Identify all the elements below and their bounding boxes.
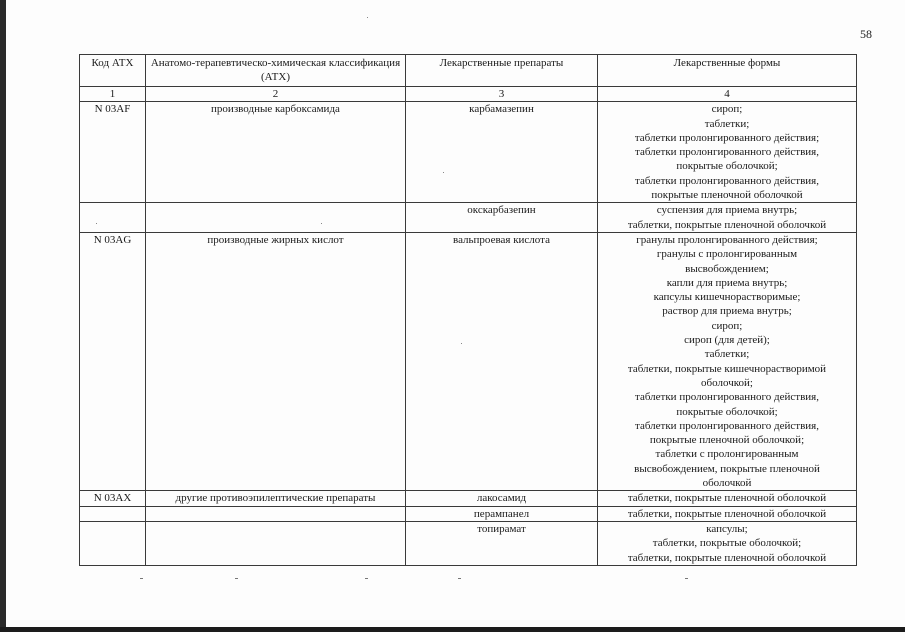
dosage-form-line: таблетки, покрытые пленочной оболочкой [627, 218, 827, 231]
dosage-form-line: суспензия для приема внутрь; [656, 204, 798, 217]
scan-speck [443, 172, 444, 173]
dosage-forms-cell [598, 232, 857, 490]
dosage-form-line: оболочкой [702, 477, 752, 490]
table-row [80, 232, 857, 490]
column-number: 2 [146, 87, 406, 102]
dosage-form-line: таблетки пролонгированного действия, [635, 419, 819, 432]
dosage-form-line: таблетки пролонгированного действия, [635, 146, 819, 159]
dosage-form-line: раствор для приема внутрь; [662, 305, 792, 318]
dosage-form-line: таблетки; [704, 117, 750, 130]
dosage-form-line: таблетки пролонгированного действия, [635, 174, 819, 187]
scan-speck [96, 223, 97, 224]
scan-tick [140, 578, 143, 579]
drug-name-cell: карбамазепин [406, 102, 598, 203]
dosage-form-line: покрытые пленочной оболочкой [651, 189, 803, 202]
dosage-form-line: таблетки, покрытые пленочной оболочкой [627, 551, 827, 564]
table-body [80, 102, 857, 566]
classification-cell [146, 203, 406, 233]
dosage-form-line: гранулы пролонгированного действия; [636, 233, 818, 246]
scan-tick [458, 578, 461, 579]
atx-code-cell [80, 521, 146, 565]
dosage-forms-cell [598, 506, 857, 521]
dosage-form-line: таблетки, покрытые кишечнорастворимой [627, 362, 827, 375]
column-number: 3 [406, 87, 598, 102]
header-forms: Лекарственные формы [598, 55, 857, 87]
column-number: 4 [598, 87, 857, 102]
scan-speck [321, 223, 322, 224]
dosage-form-line: высвобождением; [685, 262, 769, 275]
dosage-form-line: таблетки пролонгированного действия, [635, 391, 819, 404]
atx-code-cell [80, 203, 146, 233]
page-number: 58 [860, 27, 872, 41]
dosage-form-line: таблетки, покрытые оболочкой; [652, 537, 802, 550]
scan-speck [367, 17, 368, 18]
drug-name-cell: топирамат [406, 521, 598, 565]
dosage-form-line: покрытые оболочкой; [676, 405, 778, 418]
atx-code-cell: N 03AX [80, 491, 146, 506]
classification-cell: производные карбоксамида [146, 102, 406, 203]
drug-name-cell: вальпроевая кислота [406, 232, 598, 490]
dosage-form-line: высвобождением, покрытые пленочной [634, 462, 820, 475]
dosage-form-line: таблетки пролонгированного действия; [634, 131, 820, 144]
dosage-form-line: капли для приема внутрь; [666, 276, 788, 289]
scan-tick [235, 578, 238, 579]
atx-code-cell: N 03AG [80, 232, 146, 490]
dosage-form-line: таблетки, покрытые пленочной оболочкой [627, 492, 827, 505]
dosage-forms-cell [598, 102, 857, 203]
classification-cell [146, 521, 406, 565]
table-header [80, 55, 857, 102]
dosage-form-line: таблетки с пролонгированным [655, 448, 799, 461]
scan-tick [365, 578, 368, 579]
header-row [80, 55, 857, 87]
drug-name-cell: окскарбазепин [406, 203, 598, 233]
dosage-forms-cell [598, 491, 857, 506]
atx-code-cell [80, 506, 146, 521]
scan-speck [461, 343, 462, 344]
table-row [80, 203, 857, 233]
scan-bottom-edge [0, 627, 905, 632]
dosage-form-line: гранулы с пролонгированным [656, 248, 798, 261]
column-number-row [80, 87, 857, 102]
dosage-forms-cell [598, 203, 857, 233]
classification-cell: другие противоэпилептические препараты [146, 491, 406, 506]
scan-tick [685, 578, 688, 579]
dosage-form-line: капсулы кишечнорастворимые; [653, 291, 801, 304]
dosage-form-line: покрытые оболочкой; [676, 160, 778, 173]
table-row [80, 102, 857, 203]
scan-left-edge [0, 0, 6, 632]
column-number: 1 [80, 87, 146, 102]
header-classification: Анатомо-терапевтическо-химическая классификация (АТХ) [146, 55, 406, 87]
dosage-form-line: таблетки, покрытые пленочной оболочкой [627, 507, 827, 520]
table-row [80, 521, 857, 565]
classification-cell [146, 506, 406, 521]
header-code: Код АТХ [80, 55, 146, 87]
dosage-form-line: капсулы; [706, 522, 748, 535]
dosage-form-line: сироп; [711, 319, 743, 332]
drug-name-cell: перампанел [406, 506, 598, 521]
dosage-form-line: покрытые пленочной оболочкой; [649, 434, 805, 447]
dosage-form-line: оболочкой; [701, 376, 753, 389]
dosage-form-line: сироп (для детей); [684, 334, 770, 347]
atx-table [79, 54, 857, 566]
dosage-form-line: сироп; [711, 103, 743, 116]
atx-code-cell: N 03AF [80, 102, 146, 203]
dosage-forms-cell [598, 521, 857, 565]
table-row [80, 491, 857, 506]
scan-artifacts [140, 578, 700, 582]
dosage-form-line: таблетки; [704, 348, 750, 361]
header-drugs: Лекарственные препараты [406, 55, 598, 87]
drug-name-cell: лакосамид [406, 491, 598, 506]
table-row [80, 506, 857, 521]
classification-cell: производные жирных кислот [146, 232, 406, 490]
